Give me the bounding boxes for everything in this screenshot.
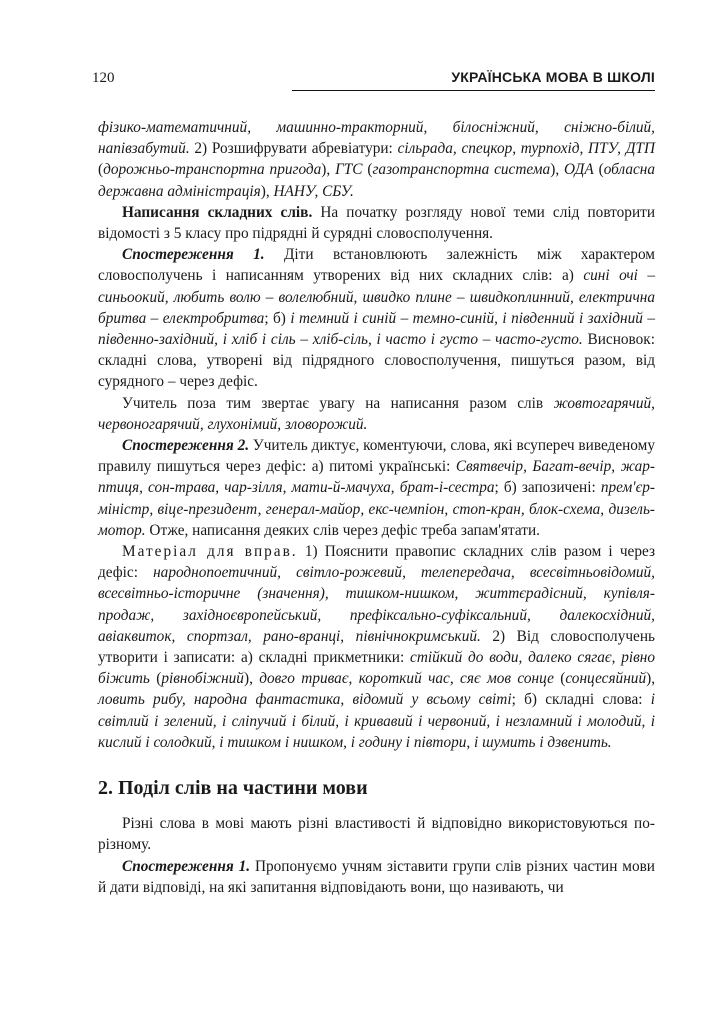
paragraph-observation-2: Спостереження 2. Учитель диктує, коментуючи, слова, які всупереч виведеному правилу пишуться через дефіс: а) питомі українські: Святвечір, Багат-вечір, жар-птиця, сон-трава, чар-зілля, мати-й-мачуха, брат-і-сестра; б) запозичені: прем'єр-міністр, віце-президент, генерал-майор, екс-чемпіон, стоп-кран, блок-схема, дизель-мотор. Отже, написання деяких слів через дефіс треба запам'ятати. (98, 437, 655, 539)
page-header (92, 66, 655, 94)
run-in-heading: Написання складних слів. (122, 203, 313, 221)
paragraph-compound-words: Написання складних слів. На початку розгляду нової теми слід повторити відомості з 5 класу про підрядні й сурядні словосполучення. (98, 203, 656, 243)
paragraph-observation-1: Спостереження 1. Діти встановлюють залежність між характером словосполучень і написанням утворених від них складних слів: а) сині очі – синьоокий, любить волю – волелюбний, швидко плине – швидкоплинний, електрична бритва – електробритва; б) і темний і синій – темно-синій, і південний і західний – південно-західний, і хліб і сіль – хліб-сіль, і часто і густо – часто-густо. Висновок: складні слова, утворені від підрядного словосполучення, пишуться разом, від сурядного – через дефіс. (98, 246, 655, 391)
paragraph-continuation: фізико-математичний, машинно-тракторний, білосніжний, сніжно-білий, напівзабутий. 2) Розшифрувати абревіатури: сільрада, спецкор, турпохід, ПТУ, ДТП (дорожньо-транспортна пригода), ГТС (газотранспортна система), ОДА (обласна державна адміністрація), НАНУ, СБУ. (98, 119, 656, 200)
paragraph-teacher-note: Учитель поза тим звертає увагу на написання разом слів жовтогарячий, червоногарячий, глухонімий, зловорожий. (98, 394, 655, 433)
running-title: УКРАЇНСЬКА МОВА В ШКОЛІ (451, 69, 655, 85)
observation-label: Спостереження 1. (122, 246, 265, 264)
exercise-label: Матеріал для вправ. (122, 543, 298, 561)
section-heading (98, 775, 655, 801)
section-number: 2. (98, 777, 113, 800)
paragraph-exercise-material: Матеріал для вправ. 1) Пояснити правопис складних слів разом і через дефіс: народнопоетичний, світло-рожевий, телепередача, всесвітньовідомий, всесвітньо-історичне (значення), тишком-нишком, життєрадісний, купівля-продаж, західноєвропейський, префіксально-суфіксальний, далекосхідний, авіаквиток, спортзал, рано-вранці, північнокримський. 2) Від словосполучень утворити і записати: а) складні прикметники: стійкий до води, далеко сягає, рівно біжить (рівнобіжний), довго триває, короткий час, сяє мов сонце (сонцесяйний), ловить рибу, народна фантастика, відомий у всьому світі; б) складні слова: і світлий і зелений, і сліпучий і білий, і кривавий і червоний, і незламний і молодий, і кислий і солодкий, і тишком і нишком, і годину і півтори, і шумить і дзвенить. (98, 543, 656, 751)
text-body (98, 117, 655, 898)
paragraph-parts-of-speech: Різні слова в мові мають різні властивості й відповідно використовуються по-різному. (98, 815, 655, 854)
page-number: 120 (92, 70, 115, 86)
header-rule (292, 90, 655, 91)
observation-label: Спостереження 1. (122, 857, 251, 875)
paragraph-observation-1-section2: Спостереження 1. Пропонуємо учням зіставити групи слів різних частин мови й дати відповіді, на які запитання відповідають вони, що називають, чи (98, 857, 655, 896)
observation-label: Спостереження 2. (122, 437, 250, 455)
section-title: Поділ слів на частини мови (118, 777, 368, 800)
